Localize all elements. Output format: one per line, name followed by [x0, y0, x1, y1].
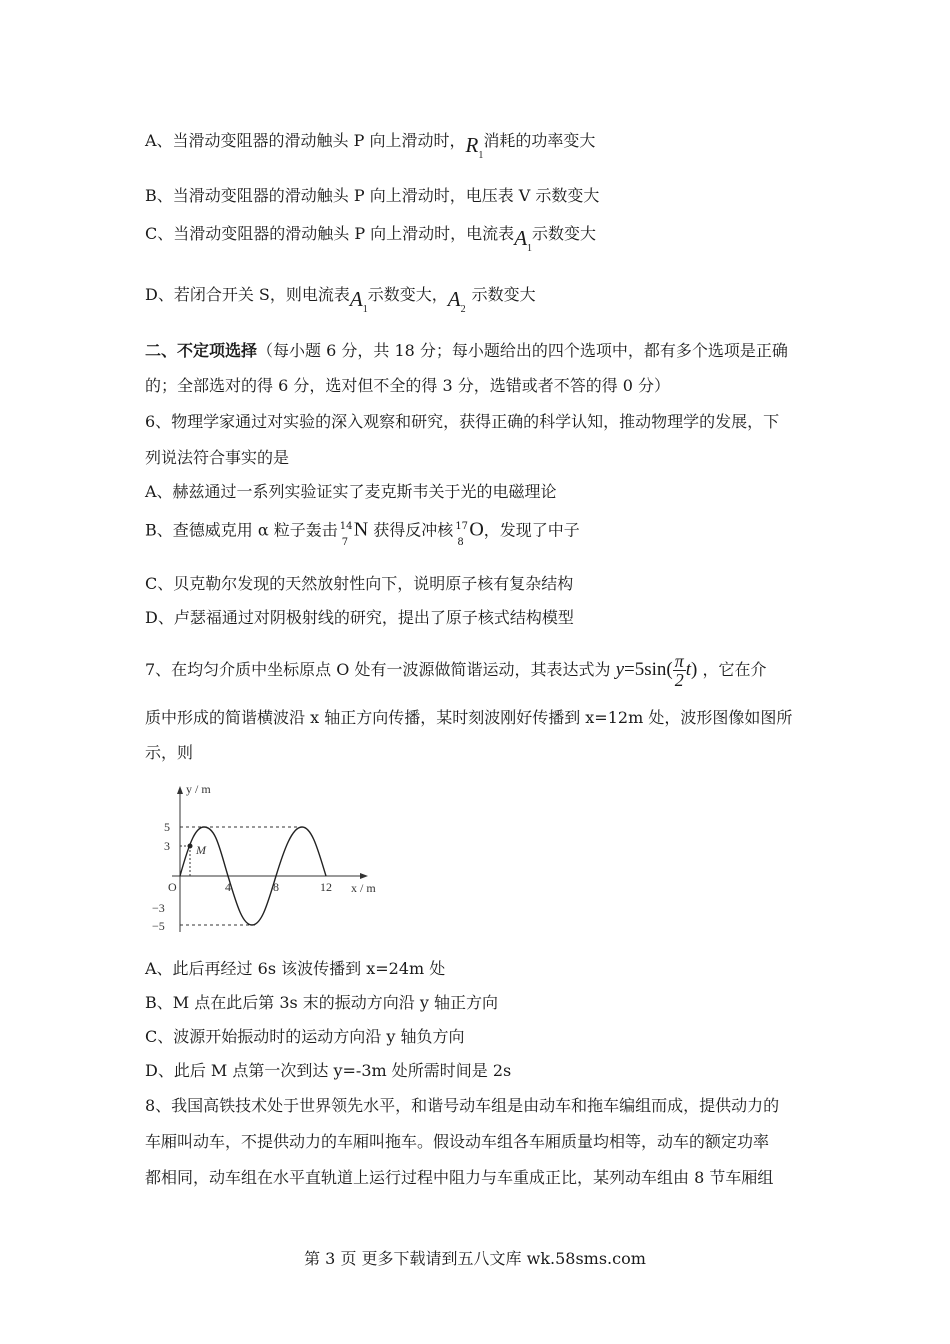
- q6-stem-line2: 列说法符合事实的是: [145, 448, 290, 467]
- x-tick-8: 8: [273, 880, 279, 894]
- n-mass: 14: [339, 521, 353, 532]
- origin-label: O: [168, 880, 177, 894]
- q5-option-a-text: A、当滑动变阻器的滑动触头 P 向上滑动时，: [145, 131, 466, 150]
- y-tick-5: 5: [164, 820, 170, 834]
- q7-stem-text: 7、在均匀介质中坐标原点 O 处有一波源做简谐运动，其表达式为: [145, 659, 611, 679]
- oxygen-isotope: [453, 516, 469, 546]
- q7-option-d: D、此后 M 点第一次到达 y=-3m 处所需时间是 2s: [145, 1061, 512, 1080]
- section2-heading: 二、不定项选择: [145, 341, 258, 360]
- q5-option-a-text-end: 消耗的功率变大: [483, 131, 596, 150]
- wave-figure: [146, 780, 386, 940]
- a2-symbol: A: [447, 287, 461, 311]
- eq-y: y: [615, 658, 625, 680]
- a1-symbol: A: [349, 287, 363, 311]
- point-m: [188, 844, 193, 849]
- q7-option-a: A、此后再经过 6s 该波传播到 x=24m 处: [145, 959, 446, 978]
- page-footer: 第 3 页 更多下载请到五八文库 wk.58sms.com: [304, 1249, 646, 1268]
- n-symbol: N: [353, 518, 369, 541]
- q5-option-c: [145, 221, 597, 254]
- q5-option-d-mid: 示数变大，: [367, 285, 448, 304]
- q8-line1: 8、我国高铁技术处于世界领先水平，和谐号动车组是由动车和拖车编组而成，提供动力的: [145, 1096, 780, 1115]
- q5-option-d-text: D、若闭合开关 S，则电流表: [145, 285, 350, 304]
- q7-option-c: C、波源开始振动时的运动方向沿 y 轴负方向: [145, 1027, 465, 1046]
- r1-symbol: R: [465, 133, 479, 157]
- eq-close: ): [691, 658, 698, 680]
- a1-symbol: A: [514, 226, 528, 250]
- a1-subscript: 1: [362, 304, 368, 315]
- q5-option-a: [145, 128, 596, 161]
- x-tick-12: 12: [320, 880, 332, 894]
- q6-option-b: [145, 516, 580, 546]
- x-axis-arrow: [360, 873, 368, 879]
- o-symbol: O: [469, 518, 484, 541]
- q7-stem-line2: 质中形成的简谐横波沿 x 轴正方向传播，某时刻波刚好传播到 x=12m 处，波形图像如图所: [145, 708, 793, 727]
- q6-option-c: C、贝克勒尔发现的天然放射性向下，说明原子核有复杂结构: [145, 574, 574, 593]
- q7-option-b: B、M 点在此后第 3s 末的振动方向沿 y 轴正方向: [145, 993, 499, 1012]
- o-mass: 17: [455, 521, 469, 532]
- x-axis-label: x / m: [351, 881, 376, 895]
- eq-sin: =5sin(: [624, 658, 673, 680]
- nitrogen-isotope: [338, 516, 354, 546]
- q8-line3: 都相同，动车组在水平直轨道上运行过程中阻力与车重成正比，某列动车组由 8 节车厢组: [145, 1168, 774, 1187]
- q6-option-b-mid: 获得反冲核: [373, 520, 454, 540]
- eq-t: t: [685, 658, 692, 680]
- wave-equation: [615, 651, 698, 690]
- q7-stem-text-end: ，它在介: [702, 659, 767, 679]
- q5-option-b: B、当滑动变阻器的滑动触头 P 向上滑动时，电压表 V 示数变大: [145, 186, 600, 205]
- a2-subscript: 2: [460, 304, 466, 315]
- q5-option-c-text: C、当滑动变阻器的滑动触头 P 向上滑动时，电流表: [145, 224, 515, 243]
- section2-desc: （每小题 6 分，共 18 分；每小题给出的四个选项中，都有多个选项是正确: [257, 341, 788, 360]
- eq-fraction: [673, 652, 686, 689]
- section2-desc-line2: 的；全部选对的得 6 分，选对但不全的得 3 分，选错或者不答的得 0 分）: [145, 376, 671, 395]
- n-atomic: 7: [341, 537, 349, 548]
- y-tick-neg3: −3: [152, 901, 165, 915]
- section2-heading-line: [145, 340, 788, 362]
- y-axis-label: y / m: [186, 782, 211, 796]
- q7-stem-line3: 示，则: [145, 743, 194, 762]
- q5-option-c-text-end: 示数变大: [532, 224, 597, 243]
- eq-two: 2: [674, 670, 684, 690]
- q6-stem: 6、物理学家通过对实验的深入观察和研究，获得正确的科学认知，推动物理学的发展，下: [145, 412, 780, 431]
- y-axis-arrow: [177, 786, 183, 794]
- q6-option-b-text: B、查德威克用 α 粒子轰击: [145, 520, 338, 540]
- y-tick-neg5: −5: [152, 919, 165, 933]
- r1-subscript: 1: [478, 150, 484, 161]
- a1-subscript: 1: [527, 243, 533, 254]
- eq-pi: π: [674, 651, 684, 671]
- o-atomic: 8: [457, 537, 464, 548]
- y-tick-3: 3: [164, 839, 170, 853]
- q6-option-a: A、赫兹通过一系列实验证实了麦克斯韦关于光的电磁理论: [145, 482, 557, 501]
- q7-stem: [145, 652, 766, 689]
- q5-option-d: [145, 282, 536, 315]
- q6-option-b-text-end: ，发现了中子: [483, 520, 580, 540]
- q5-option-d-text-end: 示数变大: [471, 285, 536, 304]
- q6-option-d: D、卢瑟福通过对阴极射线的研究，提出了原子核式结构模型: [145, 608, 574, 627]
- point-m-label: M: [196, 843, 206, 857]
- x-tick-4: 4: [225, 880, 231, 894]
- q8-line2: 车厢叫动车，不提供动力的车厢叫拖车。假设动车组各车厢质量均相等，动车的额定功率: [145, 1132, 770, 1151]
